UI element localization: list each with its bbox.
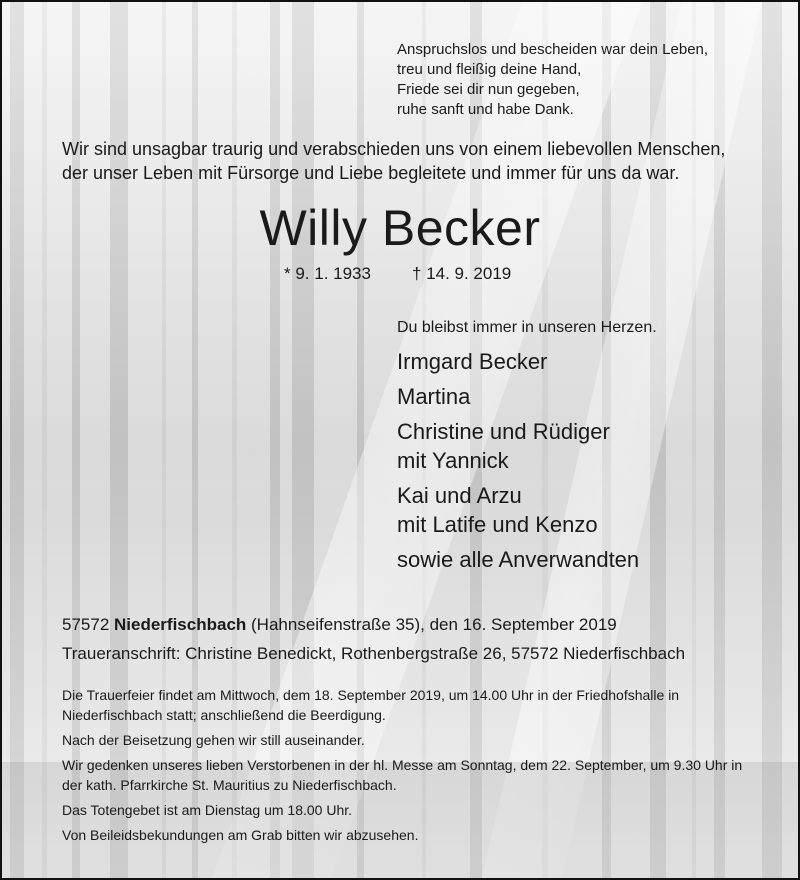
note-paragraph: Das Totengebet ist am Dienstag um 18.00 Uhr. <box>62 802 353 818</box>
town-name: Niederfischbach <box>114 615 247 634</box>
postcode: 57572 <box>62 615 110 634</box>
poem-line: Friede sei dir nun gegeben, <box>397 81 580 98</box>
mourner-subline: mit Yannick <box>397 448 509 473</box>
note-paragraph: Die Trauerfeier findet am Mittwoch, dem 18. September 2019, um 14.00 Uhr in der Friedhofshalle in Niederfischbach statt; anschließend die Beerdigung. <box>62 687 680 723</box>
mourner-entry <box>397 417 639 475</box>
poem <box>397 40 708 120</box>
mourning-address: Traueranschrift: Christine Benedickt, Rothenbergstraße 26, 57572 Niederfischbach <box>62 644 686 663</box>
mourners-list <box>397 347 639 580</box>
mourner-name: sowie alle Anverwandten <box>397 547 640 572</box>
place-details: (Hahnseifenstraße 35), den 16. September 2019 <box>251 615 617 634</box>
mourner-entry <box>397 382 639 411</box>
poem-line: Anspruchslos und bescheiden war dein Leben, <box>397 41 709 58</box>
mourners-heading: Du bleibst immer in unseren Herzen. <box>397 319 657 336</box>
mourner-entry <box>397 545 639 574</box>
poem-line: ruhe sanft und habe Dank. <box>397 101 574 118</box>
note-paragraph: Von Beileidsbekundungen am Grab bitten wir abzusehen. <box>62 827 419 843</box>
mourner-entry <box>397 481 639 539</box>
birth-date: * 9. 1. 1933 <box>284 264 371 283</box>
mourner-name: Martina <box>397 384 471 409</box>
funeral-notes <box>62 685 752 850</box>
mourner-name: Irmgard Becker <box>397 349 548 374</box>
mourner-name: Kai und Arzu <box>397 483 522 508</box>
mourner-entry <box>397 347 639 376</box>
deceased-name: Willy Becker <box>259 200 541 256</box>
mourner-subline: mit Latife und Kenzo <box>397 512 598 537</box>
note-paragraph: Nach der Beisetzung gehen wir still auseinander. <box>62 732 365 748</box>
intro-line: Wir sind unsagbar traurig und verabschieden uns von einem liebevollen Menschen, <box>62 139 726 159</box>
death-date: † 14. 9. 2019 <box>412 264 512 283</box>
mourner-name: Christine und Rüdiger <box>397 419 610 444</box>
intro-text <box>62 137 752 185</box>
intro-line: der unser Leben mit Fürsorge und Liebe begleitete und immer für uns da war. <box>62 163 680 183</box>
note-paragraph: Wir gedenken unseres lieben Verstorbenen in der hl. Messe am Sonntag, dem 22. September, um 9.30 Uhr in der kath. Pfarrkirche St. Mauritius zu Niederfischbach. <box>62 757 743 793</box>
poem-line: treu und fleißig deine Hand, <box>397 61 582 78</box>
place-and-date <box>62 615 617 635</box>
